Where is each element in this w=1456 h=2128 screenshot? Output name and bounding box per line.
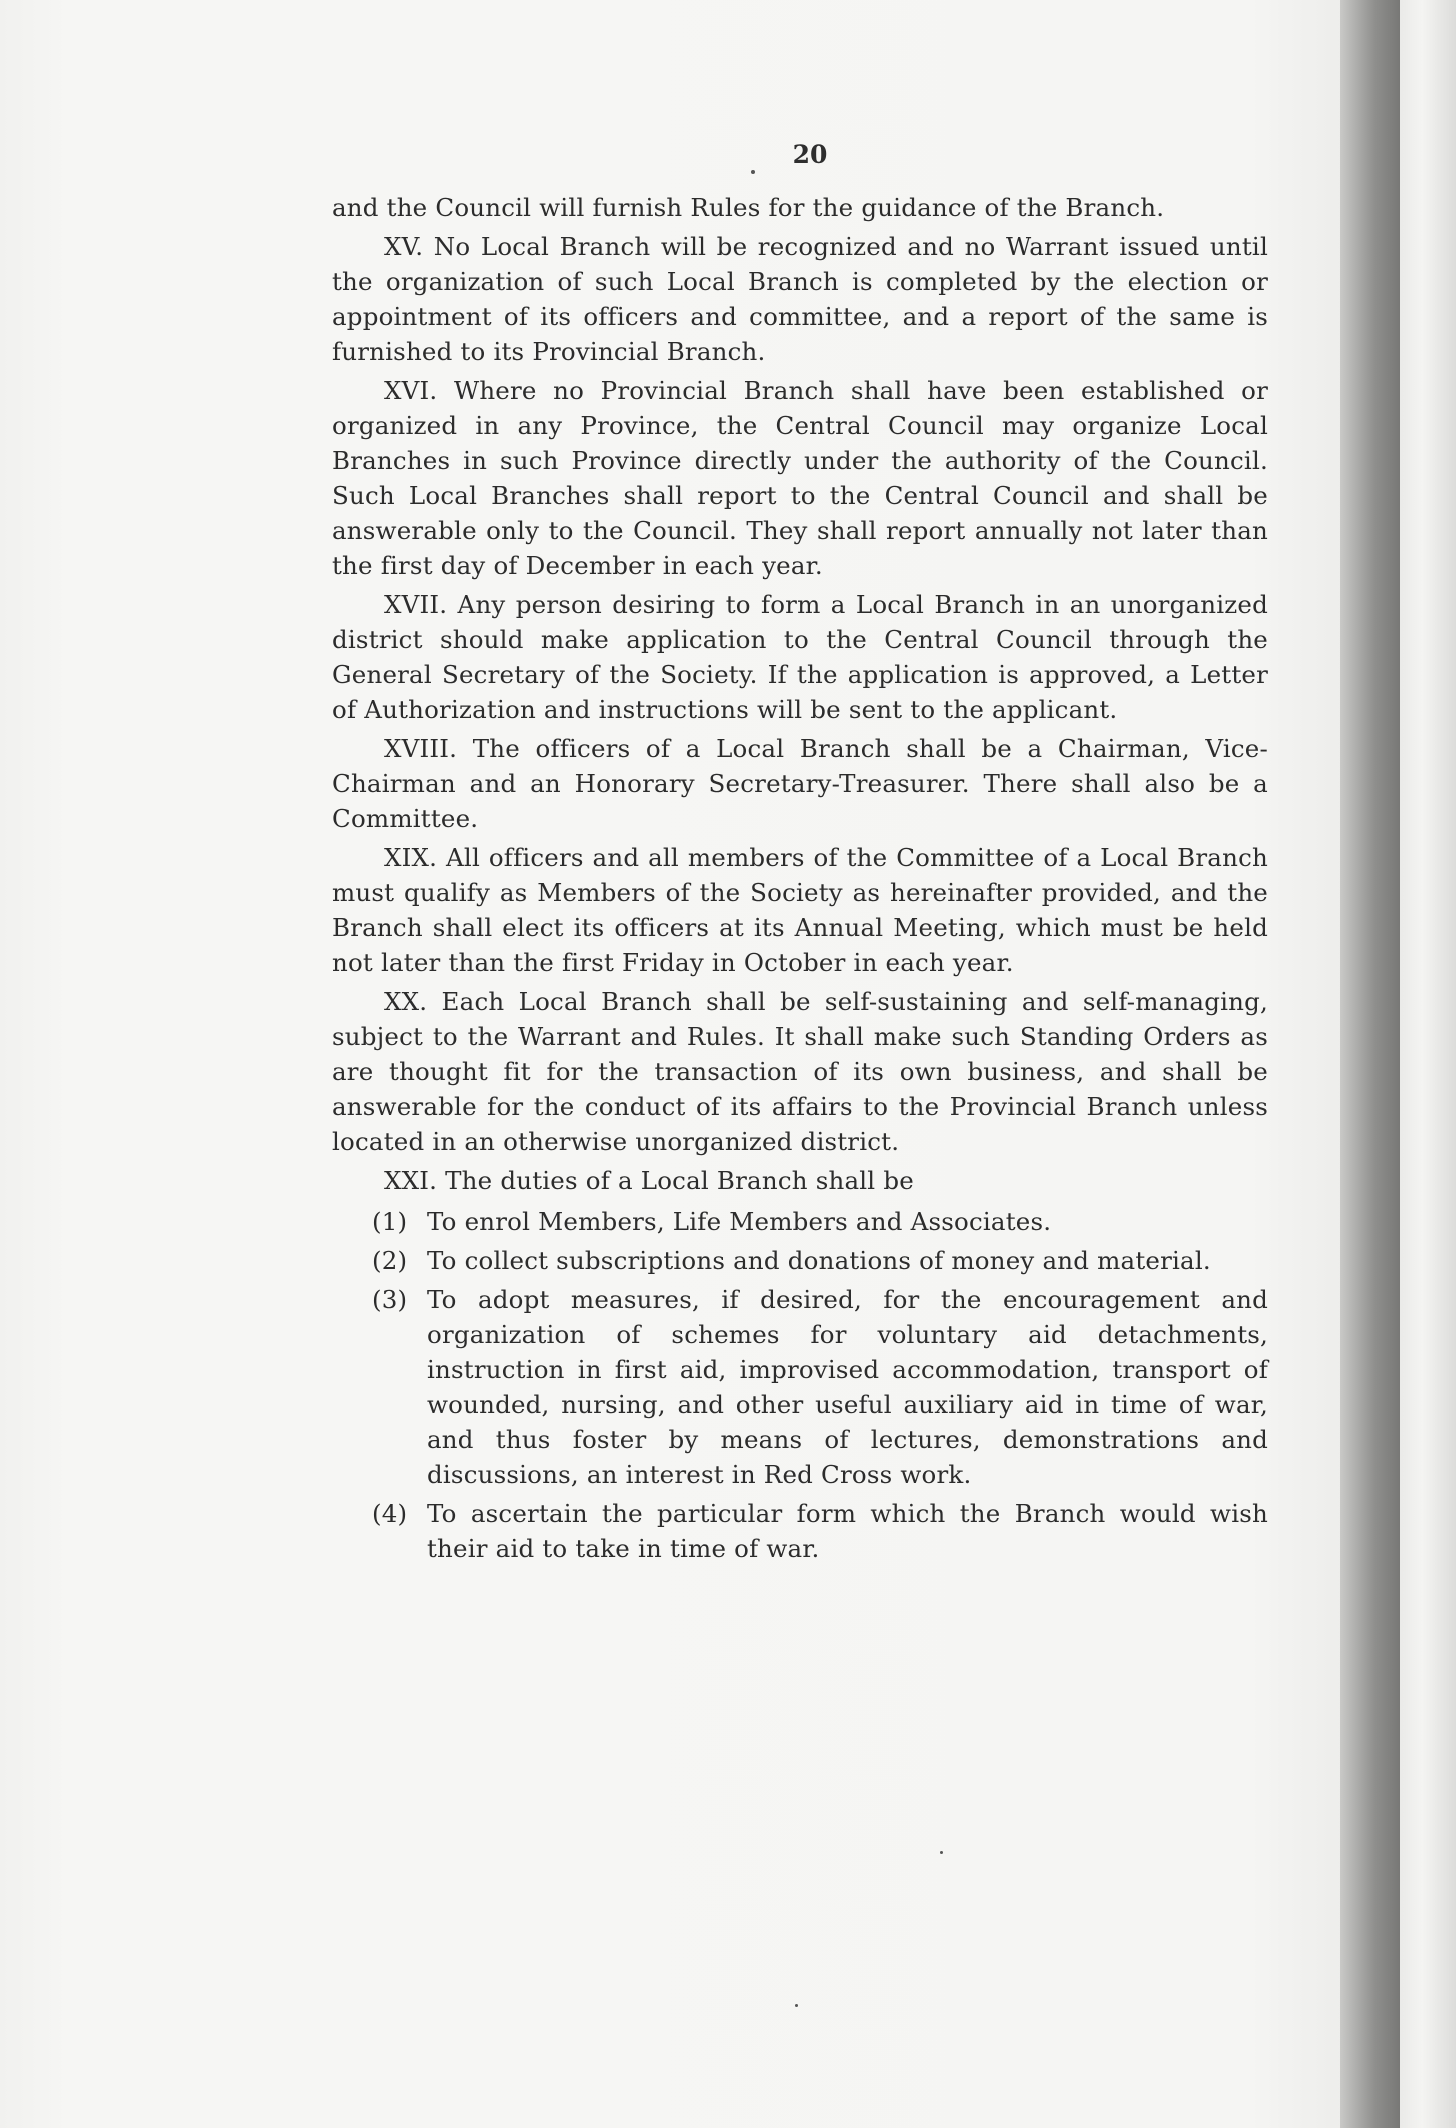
page-number: 20: [792, 140, 828, 169]
list-item-number: (1): [372, 1207, 408, 1236]
paragraph-xix: XIX. All officers and all members of the Committee of a Local Branch must qualify as Members of the Society as hereinafter provided, and the Branch shall elect its officers at its Annual Meeting, which must be held not later than the first Friday in October in each year.: [332, 843, 1268, 977]
paragraph-xv: XV. No Local Branch will be recognized and no Warrant issued until the organization of such Local Branch is completed by the election or appointment of its officers and committee, and a report of the same is furnished to its Provincial Branch.: [332, 232, 1268, 366]
list-item: [372, 1243, 1268, 1278]
paragraph-xxi-intro: XXI. The duties of a Local Branch shall be: [384, 1166, 914, 1195]
scan-speck: [940, 1851, 943, 1854]
scan-speck: [751, 170, 755, 174]
list-item: [372, 1204, 1268, 1239]
list-item-number: (2): [372, 1246, 408, 1275]
list-item-text: To ascertain the particular form which the Branch would wish their aid to take in time of war.: [427, 1499, 1268, 1563]
list-item-text: To collect subscriptions and donations of money and material.: [427, 1246, 1211, 1275]
paragraph-xvii: XVII. Any person desiring to form a Local Branch in an unorganized district should make application to the Central Council through the General Secretary of the Society. If the application is approved, a Letter of Authorization and instructions will be sent to the applicant.: [332, 590, 1268, 724]
list-item-text: To adopt measures, if desired, for the encouragement and organization of schemes for voluntary aid detachments, instruction in first aid, improvised accommodation, transport of wounded, nursing, and other useful auxiliary aid in time of war, and thus foster by means of lectures, demonstrations and discussions, an interest in Red Cross work.: [427, 1285, 1268, 1489]
paragraph-xx: XX. Each Local Branch shall be self-sustaining and self-managing, subject to the Warrant and Rules. It shall make such Standing Orders as are thought fit for the transaction of its own business, and shall be answerable for the conduct of its affairs to the Provincial Branch unless located in an otherwise unorganized district.: [332, 987, 1268, 1156]
next-page-edge: [1400, 0, 1456, 2128]
page-body: [332, 190, 1268, 1570]
duties-list: [372, 1204, 1268, 1566]
paragraph-xvi: XVI. Where no Provincial Branch shall have been established or organized in any Province, the Central Council may organize Local Branches in such Province directly under the authority of the Council. Such Local Branches shall report to the Central Council and shall be answerable only to the Council. They shall report annually not later than the first day of December in each year.: [332, 376, 1268, 580]
paragraph-xviii: XVIII. The officers of a Local Branch shall be a Chairman, Vice-Chairman and an Honorary Secretary-Treasurer. There shall also be a Committee.: [332, 734, 1268, 833]
list-item-number: (3): [372, 1285, 408, 1314]
scan-speck: [795, 2004, 798, 2007]
list-item-number: (4): [372, 1499, 408, 1528]
list-item: [372, 1282, 1268, 1492]
paragraph-continuation: and the Council will furnish Rules for the guidance of the Branch.: [332, 193, 1165, 222]
list-item-text: To enrol Members, Life Members and Associates.: [427, 1207, 1052, 1236]
list-item: [372, 1496, 1268, 1566]
